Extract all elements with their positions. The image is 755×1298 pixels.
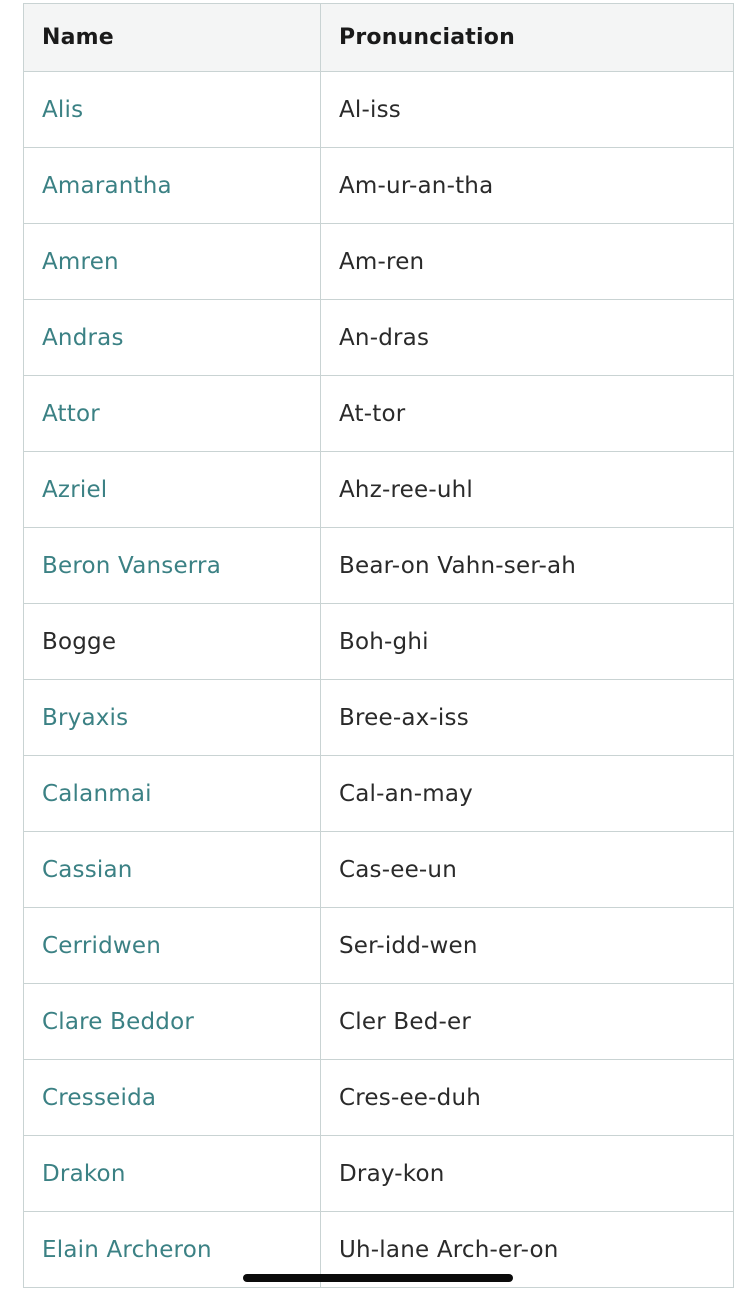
table-row bbox=[24, 832, 734, 908]
pronunciation-column-header: Pronunciation bbox=[321, 4, 734, 72]
name-link[interactable]: Elain Archeron bbox=[24, 1212, 321, 1288]
pronunciation-cell: Bree-ax-iss bbox=[321, 680, 734, 756]
table-row bbox=[24, 72, 734, 148]
pronunciation-cell: Uh-lane Arch-er-on bbox=[321, 1212, 734, 1288]
pronunciation-cell: An-dras bbox=[321, 300, 734, 376]
pronunciation-cell: Am-ur-an-tha bbox=[321, 148, 734, 224]
table-row bbox=[24, 376, 734, 452]
table-row bbox=[24, 908, 734, 984]
pronunciation-cell: Am-ren bbox=[321, 224, 734, 300]
pronunciation-cell: Al-iss bbox=[321, 72, 734, 148]
name-link[interactable]: Drakon bbox=[24, 1136, 321, 1212]
pronunciation-cell: Boh-ghi bbox=[321, 604, 734, 680]
pronunciation-table-container bbox=[23, 3, 733, 1288]
name-link[interactable]: Clare Beddor bbox=[24, 984, 321, 1060]
name-link[interactable]: Cassian bbox=[24, 832, 321, 908]
name-link[interactable]: Alis bbox=[24, 72, 321, 148]
pronunciation-cell: At-tor bbox=[321, 376, 734, 452]
name-link[interactable]: Cerridwen bbox=[24, 908, 321, 984]
table-row bbox=[24, 1136, 734, 1212]
name-link[interactable]: Azriel bbox=[24, 452, 321, 528]
home-indicator[interactable] bbox=[243, 1274, 513, 1282]
table-row bbox=[24, 984, 734, 1060]
table-row bbox=[24, 148, 734, 224]
name-link[interactable]: Beron Vanserra bbox=[24, 528, 321, 604]
name-link[interactable]: Amren bbox=[24, 224, 321, 300]
name-link[interactable]: Cresseida bbox=[24, 1060, 321, 1136]
table-row bbox=[24, 224, 734, 300]
name-link[interactable]: Bryaxis bbox=[24, 680, 321, 756]
pronunciation-cell: Ser-idd-wen bbox=[321, 908, 734, 984]
pronunciation-cell: Dray-kon bbox=[321, 1136, 734, 1212]
pronunciation-cell: Bear-on Vahn-ser-ah bbox=[321, 528, 734, 604]
name-link[interactable]: Amarantha bbox=[24, 148, 321, 224]
table-row bbox=[24, 604, 734, 680]
pronunciation-cell: Cres-ee-duh bbox=[321, 1060, 734, 1136]
pronunciation-cell: Ahz-ree-uhl bbox=[321, 452, 734, 528]
pronunciation-cell: Cler Bed-er bbox=[321, 984, 734, 1060]
name-link[interactable]: Calanmai bbox=[24, 756, 321, 832]
table-row bbox=[24, 528, 734, 604]
table-row bbox=[24, 452, 734, 528]
pronunciation-cell: Cas-ee-un bbox=[321, 832, 734, 908]
table-body bbox=[24, 72, 734, 1288]
name-link[interactable]: Andras bbox=[24, 300, 321, 376]
name-link[interactable]: Attor bbox=[24, 376, 321, 452]
table-header-row bbox=[24, 4, 734, 72]
name-column-header: Name bbox=[24, 4, 321, 72]
pronunciation-cell: Cal-an-may bbox=[321, 756, 734, 832]
name-cell: Bogge bbox=[24, 604, 321, 680]
table-row bbox=[24, 300, 734, 376]
pronunciation-table bbox=[23, 3, 734, 1288]
table-row bbox=[24, 680, 734, 756]
table-row bbox=[24, 1060, 734, 1136]
table-row bbox=[24, 756, 734, 832]
